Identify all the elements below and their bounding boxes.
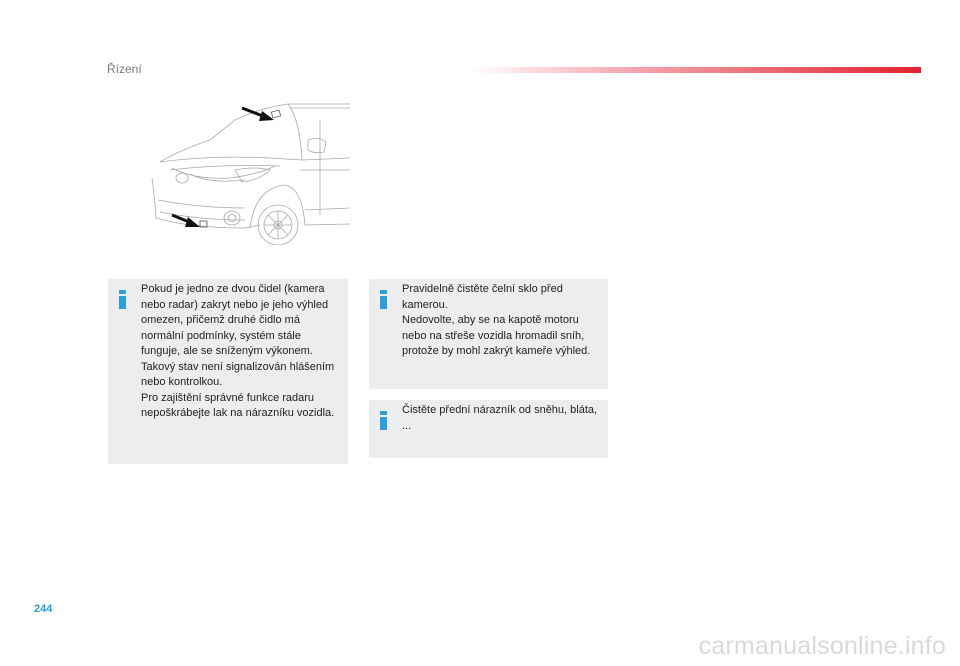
watermark: carmanualsonline.info xyxy=(698,632,946,660)
info-icon xyxy=(380,411,387,430)
info-icon xyxy=(119,290,126,309)
note-paragraph: Pravidelně čistěte čelní sklo před kamerou. xyxy=(402,283,563,311)
info-note-3 xyxy=(369,400,608,458)
note-paragraph: Pro zajištění správné funkce radaru nepoškrábejte lak na nárazníku vozidla. xyxy=(141,391,335,419)
info-icon xyxy=(380,290,387,309)
info-note-1 xyxy=(108,279,348,464)
header-accent-bar xyxy=(470,67,921,73)
page-number: 244 xyxy=(34,603,53,615)
van-front-illustration xyxy=(150,100,350,245)
note-paragraph: Nedovolte, aby se na kapotě motoru nebo na střeše vozidla hromadil sníh, protože by mohl zakrýt kameře výhled. xyxy=(402,314,591,357)
section-title: Řízení xyxy=(107,62,142,76)
note-paragraph: Pokud je jedno ze dvou čidel (kamera nebo radar) zakryt nebo je jeho výhled omezen, přičemž druhé čidlo má normální podmínky, systém stále funguje, ale se sníženým výkonem. Takový stav není signalizován hlášením nebo kontrolkou. xyxy=(141,283,335,388)
note-paragraph: Čistěte přední nárazník od sněhu, bláta, ... xyxy=(402,404,598,432)
info-note-2 xyxy=(369,279,608,389)
